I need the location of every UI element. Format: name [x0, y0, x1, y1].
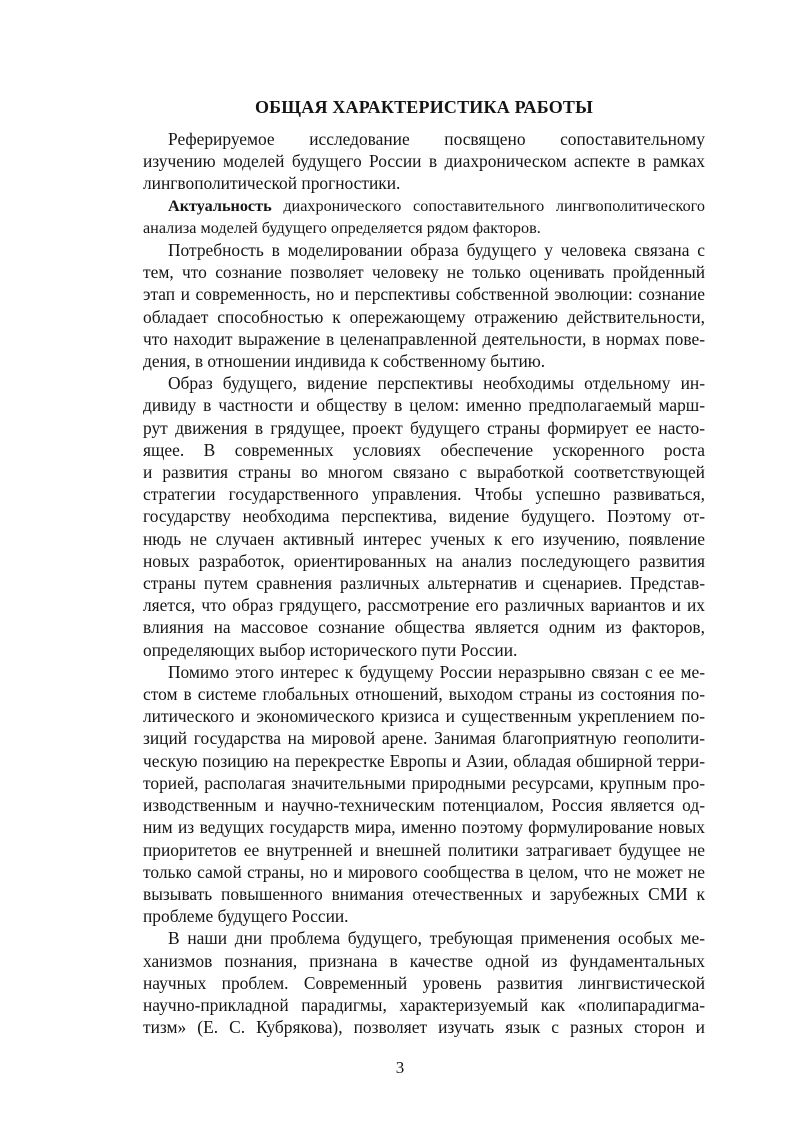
text-line: новых разработок, ориентированных на анализ последующего развития: [143, 550, 705, 571]
paragraph-1: [143, 128, 705, 195]
text-line: ним из ведущих государств мира, именно поэтому формулирование новых: [143, 817, 705, 838]
text-line: проблеме будущего России.: [143, 906, 349, 927]
text-line: ханизмов познания, признана в качестве одной из фундаментальных: [143, 950, 705, 971]
text-line: Реферируемое исследование посвящено сопоставительному: [168, 129, 705, 149]
text-line: тем, что сознание позволяет человеку не только оценивать пройденный: [143, 262, 705, 283]
text-line: влияния на массовое сознание общества является одним из факторов,: [143, 617, 705, 638]
text-line: [143, 195, 705, 217]
bold-lead-relevance: Актуальность: [168, 196, 272, 215]
text-line: научно-прикладной парадигмы, характеризуемый как «полипарадигма-: [143, 994, 705, 1015]
text-line: этап и современность, но и перспективы собственной эволюции: сознание: [143, 284, 705, 305]
text-line: дивиду в частности и обществу в целом: именно предполагаемый марш-: [143, 395, 705, 416]
text-line: приоритетов ее внутренней и внешней политики затрагивает будущее не: [143, 839, 705, 860]
text-line: Потребность в моделировании образа будущего у человека связана с: [168, 240, 705, 261]
text-line: что находит выражение в целенаправленной деятельности, в нормах пове-: [143, 328, 705, 349]
page-title: ОБЩАЯ ХАРАКТЕРИСТИКА РАБОТЫ: [254, 97, 594, 117]
text-line: изучению моделей будущего России в диахроническом аспекте в рамках: [143, 151, 705, 172]
paragraph-6: [143, 927, 705, 1038]
text-line: стом в системе глобальных отношений, выходом страны из состояния по-: [143, 684, 705, 705]
paragraph-4: [143, 372, 705, 661]
text-line: зиций государства на мировой арене. Занимая благоприятную геополити-: [143, 728, 705, 749]
text-line: литического и экономического кризиса и существенным укреплением по-: [143, 706, 705, 727]
text-line: дения, в отношении индивида к собственному бытию.: [143, 351, 546, 372]
text-line: В наши дни проблема будущего, требующая применения особых ме-: [168, 928, 705, 949]
text-line: и развития страны во многом связано с выработкой соответствующей: [143, 462, 705, 483]
text-line: ческую позицию на перекрестке Европы и Азии, обладая обширной терри-: [143, 750, 705, 771]
text-line: вызывать повышенного внимания отечественных и зарубежных СМИ к: [143, 883, 705, 904]
page-number: 3: [395, 1058, 405, 1077]
text-line: нюдь не случаен активный интерес ученых к его изучению, появление: [143, 528, 705, 549]
text-line: рут движения в грядущее, проект будущего страны формирует ее насто-: [143, 417, 705, 438]
text-line: Помимо этого интерес к будущему России неразрывно связан с ее ме-: [168, 661, 705, 682]
paragraph-3: [143, 239, 705, 372]
body-text: [143, 128, 705, 1038]
text-line: ящее. В современных условиях обеспечение ускоренного роста: [143, 439, 705, 460]
text-line: обладает способностью к опережающему отражению действительности,: [143, 306, 705, 327]
text-line: определяющих выбор исторического пути России.: [143, 639, 518, 660]
text-line: ляется, что образ грядущего, рассмотрение его различных вариантов и их: [143, 595, 705, 616]
text-line: тизм» (Е. С. Кубрякова), позволяет изучать язык с разных сторон и: [143, 1017, 705, 1038]
text-line: научных проблем. Современный уровень развития лингвистической: [143, 972, 705, 993]
text-line: анализа моделей будущего определяется рядом факторов.: [143, 218, 541, 237]
text-line: стратегии государственного управления. Чтобы успешно развиваться,: [143, 484, 705, 505]
text-line: изводственным и научно-техническим потенциалом, Россия является од-: [143, 795, 705, 816]
text-line: Образ будущего, видение перспективы необходимы отдельному ин-: [168, 373, 705, 394]
text-line: страны путем сравнения различных альтернатив и сценариев. Представ-: [143, 573, 705, 594]
paragraph-5: [143, 661, 705, 927]
text-line: государству необходима перспектива, видение будущего. Поэтому от-: [143, 506, 705, 527]
text-line: лингвополитической прогностики.: [143, 173, 401, 194]
text-line: только самой страны, но и мирового сообщества в целом, что не может не: [143, 861, 705, 882]
text-line: торией, располагая значительными природными ресурсами, крупным про-: [143, 772, 705, 793]
paragraph-2: [143, 195, 705, 239]
text-fragment: диахронического сопоставительного лингвополитического: [271, 196, 705, 215]
